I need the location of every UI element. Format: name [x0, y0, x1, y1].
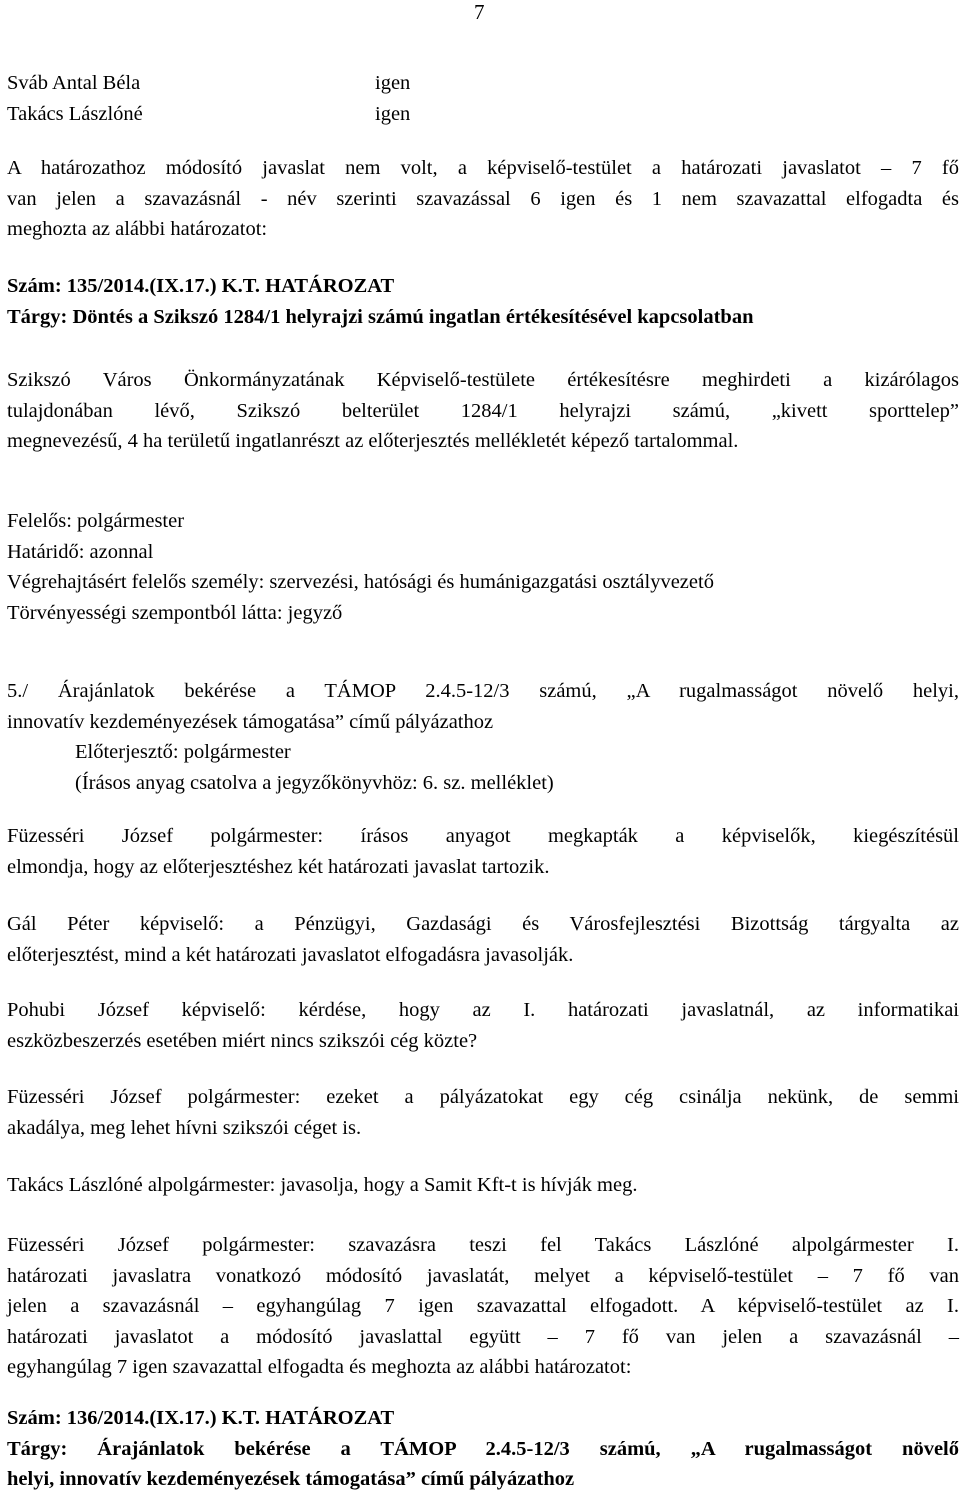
resolution-number: Szám: 135/2014.(IX.17.) K.T. HATÁROZAT [7, 275, 395, 297]
discussion-paragraph [7, 1230, 959, 1383]
voter-name: Takács Lászlóné [7, 102, 143, 125]
paragraph-line: meghozta az alábbi határozatot: [7, 218, 268, 240]
paragraph-line: határozati javaslatra vonatkozó módosító javaslatát, melyet a képviselő-testület – 7 fő van [7, 1264, 959, 1287]
resolution-135-body [7, 365, 959, 457]
paragraph-line: megnevezésű, 4 ha területű ingatlanrészt az előterjesztés mellékletét képező tartalommal. [7, 430, 739, 452]
paragraph-line: Füzesséri József polgármester: szavazásra teszi fel Takács Lászlóné alpolgármester I. [7, 1234, 959, 1256]
paragraph-line: Füzesséri József polgármester: ezeket a pályázatokat egy cég csinálja nekünk, de semmi [7, 1086, 959, 1108]
vote-row [7, 68, 959, 99]
presenter: Előterjesztő: polgármester [75, 741, 291, 763]
paragraph-line: elmondja, hogy az előterjesztéshez két határozati javaslat tartozik. [7, 855, 550, 878]
discussion-paragraph [7, 909, 959, 970]
paragraph-line: Pohubi József képviselő: kérdése, hogy az I. határozati javaslatnál, az informatikai [7, 999, 959, 1021]
resolution-136-header [7, 1403, 959, 1495]
paragraph-line: Füzesséri József polgármester: írásos anyagot megkapták a képviselők, kiegészítésül [7, 825, 959, 847]
agenda-title-line: innovatív kezdeményezések támogatása” című pályázathoz [7, 710, 494, 733]
vote-row [7, 99, 959, 130]
paragraph-line: Szikszó Város Önkormányzatának Képviselő-testülete értékesítésre meghirdeti a kizárólagos [7, 369, 959, 391]
paragraph-line: egyhangúlag 7 igen szavazattal elfogadta és meghozta az alábbi határozatot: [7, 1356, 632, 1378]
paragraph-line: eszközbeszerzés esetében miért nincs szikszói cég közte? [7, 1029, 478, 1052]
resolution-subject: Tárgy: Döntés a Szikszó 1284/1 helyrajzi számú ingatlan értékesítésével kapcsolatban [7, 305, 754, 328]
discussion-paragraph [7, 821, 959, 882]
paragraph-line: előterjesztést, mind a két határozati javaslatot elfogadásra javasolják. [7, 943, 574, 966]
discussion-paragraph [7, 1082, 959, 1143]
vote-value: igen [375, 102, 411, 125]
voter-name: Sváb Antal Béla [7, 72, 141, 94]
resolution-135-header [7, 271, 959, 332]
agenda-item-5 [7, 676, 959, 798]
paragraph-line: tulajdonában lévő, Szikszó belterület 1284/1 helyrajzi számú, „kivett sporttelep” [7, 399, 959, 422]
page-number: 7 [474, 0, 485, 24]
vote-summary-paragraph [7, 153, 959, 245]
discussion-paragraph [7, 1170, 959, 1201]
vote-value: igen [375, 72, 411, 94]
agenda-title-line: 5./ Árajánlatok bekérése a TÁMOP 2.4.5-12/3 számú, „A rugalmasságot növelő helyi, [7, 680, 959, 702]
executor: Végrehajtásért felelős személy: szervezési, hatósági és humánigazgatási osztályvezető [7, 571, 714, 593]
paragraph-line: Gál Péter képviselő: a Pénzügyi, Gazdasági és Városfejlesztési Bizottság tárgyalta az [7, 913, 959, 935]
resolution-subject: Tárgy: Árajánlatok bekérése a TÁMOP 2.4.5-12/3 számú, „A rugalmasságot növelő [7, 1437, 959, 1460]
deadline: Határidő: azonnal [7, 540, 154, 563]
resolution-subject: helyi, innovatív kezdeményezések támogatása” című pályázathoz [7, 1468, 575, 1490]
paragraph-line: jelen a szavazásnál – egyhangúlag 7 igen szavazattal elfogadott. A képviselő-testület az I. [7, 1295, 959, 1317]
resolution-number: Szám: 136/2014.(IX.17.) K.T. HATÁROZAT [7, 1407, 395, 1429]
paragraph-line: akadálya, meg lehet hívni szikszói céget is. [7, 1116, 362, 1139]
paragraph-line: A határozathoz módosító javaslat nem volt, a képviselő-testület a határozati javaslatot – 7 fő [7, 157, 959, 179]
responsible-person: Felelős: polgármester [7, 510, 185, 532]
paragraph-line: van jelen a szavazásnál - név szerinti szavazással 6 igen és 1 nem szavazattal elfogadta és [7, 187, 959, 210]
resolution-135-responsibility [7, 506, 959, 628]
legality-check: Törvényességi szempontból látta: jegyző [7, 601, 343, 624]
discussion-paragraph [7, 995, 959, 1056]
attachment-note: (Írásos anyag csatolva a jegyzőkönyvhöz: 6. sz. melléklet) [75, 771, 554, 794]
paragraph-line: Takács Lászlóné alpolgármester: javasolja, hogy a Samit Kft-t is hívják meg. [7, 1174, 638, 1196]
vote-list [7, 68, 959, 129]
paragraph-line: határozati javaslatot a módosító javaslattal együtt – 7 fő van jelen a szavazásnál – [7, 1325, 959, 1348]
